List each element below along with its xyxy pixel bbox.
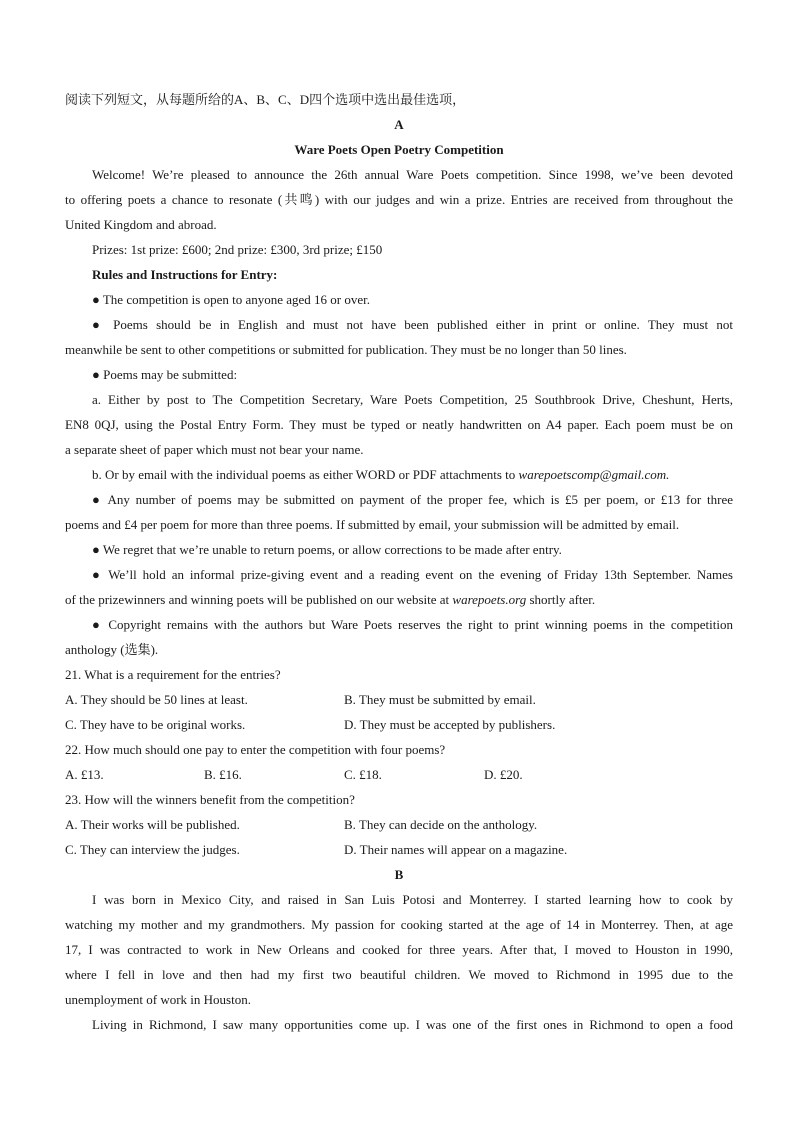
rule-fee-line: poems and £4 per poem for more than three poems. If submitted by email, your submission will be admitted by email.	[65, 517, 680, 532]
rule-age: ● The competition is open to anyone aged 16 or over.	[92, 292, 371, 307]
option-a: A. £13.	[65, 767, 104, 782]
options-row	[65, 687, 733, 712]
options-row	[65, 812, 733, 837]
passage-b-line: unemployment of work in Houston.	[65, 992, 251, 1007]
rule-post-line: a. Either by post to The Competition Secretary, Ware Poets Competition, 25 Southbrook Drive, Cheshunt, Herts,	[92, 392, 733, 407]
rule-poems-line: meanwhile be sent to other competitions or submitted for publication. They must be no longer than 50 lines.	[65, 342, 627, 357]
option-d: D. Their names will appear on a magazine.	[344, 842, 568, 857]
document-body	[65, 87, 733, 1037]
option-c: C. £18.	[344, 767, 382, 782]
rule-email-text: b. Or by email with the individual poems as either WORD or PDF attachments to	[92, 467, 519, 482]
option-d: D. £20.	[484, 767, 523, 782]
option-a: A. Their works will be published.	[65, 817, 240, 832]
question-stem: 22. How much should one pay to enter the competition with four poems?	[65, 742, 446, 757]
passage-b-line: Living in Richmond, I saw many opportunities come up. I was one of the first ones in Richmond to open a food	[92, 1017, 733, 1032]
section-a-letter: A	[394, 117, 404, 132]
welcome-line: Welcome! We’re pleased to announce the 26th annual Ware Poets competition. Since 1998, we’ve been devoted	[92, 167, 733, 182]
rule-fee-line: ● Any number of poems may be submitted on payment of the proper fee, which is £5 per poem, or £13 for three	[92, 492, 733, 507]
passage-b-line: 17, I was contracted to work in New Orleans and cooked for three years. After that, I moved to Houston in 1990,	[65, 942, 733, 957]
option-b: B. They must be submitted by email.	[344, 692, 536, 707]
option-c: C. They have to be original works.	[65, 717, 246, 732]
option-a: A. They should be 50 lines at least.	[65, 692, 248, 707]
options-row	[65, 712, 733, 737]
rule-poems-line: ● Poems should be in English and must not have been published either in print or online. They must not	[92, 317, 733, 332]
rule-event-text: of the prizewinners and winning poets will be published on our website at	[65, 592, 453, 607]
passage-b-line: watching my mother and my grandmothers. My passion for cooking started at the age of 14 in Monterrey. Then, at age	[65, 917, 733, 932]
rule-event-text: shortly after.	[526, 592, 596, 607]
rule-event-line	[65, 587, 733, 612]
option-b: B. They can decide on the anthology.	[344, 817, 538, 832]
website-link[interactable]: warepoets.org	[452, 592, 527, 607]
welcome-line: United Kingdom and abroad.	[65, 217, 217, 232]
option-c: C. They can interview the judges.	[65, 842, 240, 857]
rule-copyright-line: anthology (选集).	[65, 642, 159, 657]
prizes-text: Prizes: 1st prize: £600; 2nd prize: £300, 3rd prize; £150	[92, 242, 383, 257]
welcome-line: to offering poets a chance to resonate (共鸣) with our judges and win a prize. Entries are received from throughout the	[65, 192, 733, 207]
section-b-letter: B	[394, 867, 404, 882]
rule-post-line: EN8 0QJ, using the Postal Entry Form. They must be typed or neatly handwritten on A4 paper. Each poem must be on	[65, 417, 733, 432]
rule-return: ● We regret that we’re unable to return poems, or allow corrections to be made after entry.	[92, 542, 562, 557]
question-stem: 21. What is a requirement for the entries?	[65, 667, 281, 682]
passage-b-line: where I fell in love and then had my first two beautiful children. We moved to Richmond in 1995 due to the	[65, 967, 733, 982]
email-address-link[interactable]: warepoetscomp@gmail.com.	[518, 467, 670, 482]
passage-a-title: Ware Poets Open Poetry Competition	[294, 142, 504, 157]
option-b: B. £16.	[204, 767, 242, 782]
rule-post-line: a separate sheet of paper which must not bear your name.	[65, 442, 364, 457]
option-d: D. They must be accepted by publishers.	[344, 717, 556, 732]
rule-email	[65, 462, 733, 487]
rule-copyright-line: ● Copyright remains with the authors but Ware Poets reserves the right to print winning poems in the competition	[92, 617, 733, 632]
rule-event-line: ● We’ll hold an informal prize-giving event and a reading event on the evening of Friday 13th September. Names	[92, 567, 733, 582]
question-stem: 23. How will the winners benefit from the competition?	[65, 792, 355, 807]
passage-b-line: I was born in Mexico City, and raised in San Luis Potosi and Monterrey. I started learning how to cook by	[92, 892, 733, 907]
rules-heading: Rules and Instructions for Entry:	[92, 267, 278, 282]
instruction: 阅读下列短文，从每题所给的A、B、C、D四个选项中选出最佳选项，	[65, 92, 466, 107]
rule-submit: ● Poems may be submitted:	[92, 367, 238, 382]
options-row	[65, 837, 733, 862]
options-row	[65, 762, 733, 787]
